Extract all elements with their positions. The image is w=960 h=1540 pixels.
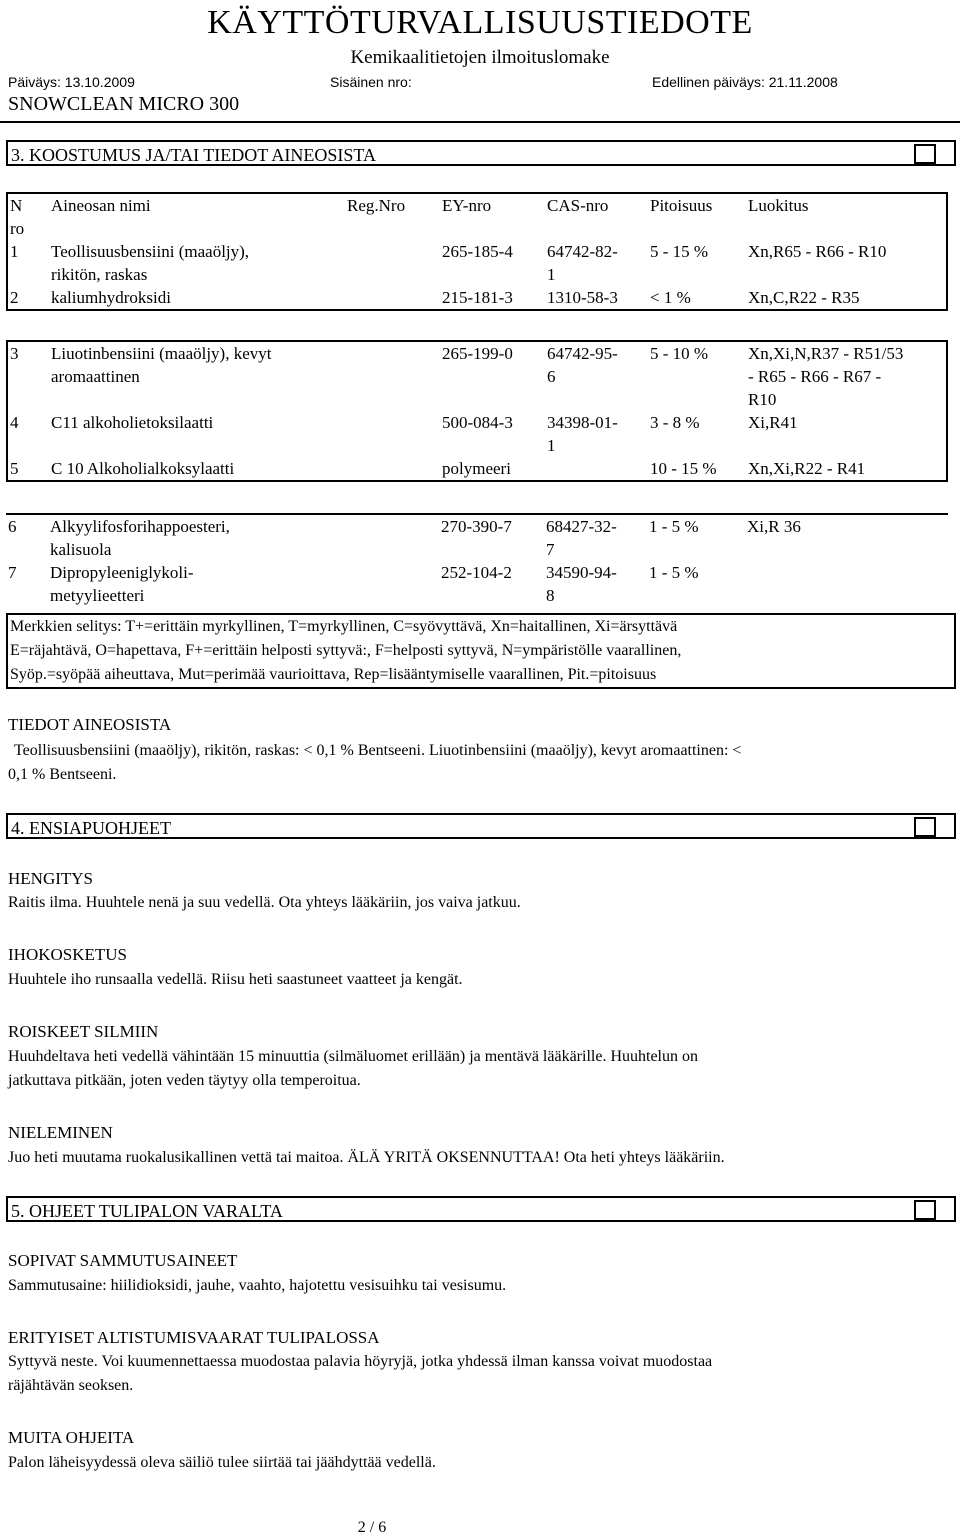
ingredient-name: C11 alkoholietoksilaatti	[51, 413, 214, 432]
ingredient-name-cont: kalisuola	[50, 540, 112, 559]
ey-number: 500-084-3	[442, 413, 513, 432]
cas-number: 34590-94-	[546, 563, 617, 582]
col-ro: ro	[10, 219, 25, 238]
row-number: 4	[10, 413, 19, 432]
ey-number: 265-185-4	[442, 242, 513, 261]
section-5-title: 5. OHJEET TULIPALON VARALTA	[11, 1201, 283, 1221]
ingredient-info-text: Teollisuusbensiini (maaöljy), rikitön, raskas: < 0,1 % Bentseeni. Liuotinbensiini (maaöljy), kevyt aromaattinen: <	[14, 742, 742, 759]
composition-table-2	[6, 340, 948, 482]
document-subtitle: Kemikaalitietojen ilmoituslomake	[350, 47, 610, 68]
table-row	[7, 341, 947, 411]
table-header-row	[7, 193, 947, 240]
previous-date: Edellinen päiväys: 21.11.2008	[652, 74, 838, 90]
concentration: 1 - 5 %	[649, 563, 699, 582]
eye-contact-text: Huuhdeltava heti vedellä vähintään 15 minuuttia (silmäluomet erillään) ja mentävä lääkärille. Huuhtelun on	[8, 1048, 698, 1065]
col-ey: EY-nro	[442, 196, 492, 215]
row-number: 2	[10, 288, 19, 307]
other-instructions-heading: MUITA OHJEITA	[8, 1428, 135, 1447]
ey-number: 252-104-2	[441, 563, 512, 582]
classification-cont: R10	[748, 390, 777, 409]
col-reg: Reg.Nro	[347, 196, 406, 215]
row-number: 7	[8, 563, 17, 582]
internal-number: Sisäinen nro:	[330, 74, 412, 90]
concentration: 3 - 8 %	[650, 413, 700, 432]
ey-number: 265-199-0	[442, 344, 513, 363]
fire-hazards-text: Syttyvä neste. Voi kuumennettaessa muodostaa palavia höyryjä, jotka yhdessä ilman kanssa voivat muodostaa	[8, 1353, 713, 1370]
cas-number: 34398-01-	[547, 413, 618, 432]
legend-line: Merkkien selitys: T+=erittäin myrkyllinen, T=myrkyllinen, C=syövyttävä, Xn=haitallinen, Xi=ärsyttävä	[10, 618, 678, 635]
col-cas: CAS-nro	[547, 196, 609, 215]
document-title: KÄYTTÖTURVALLISUUSTIEDOTE	[207, 4, 753, 41]
ingredient-name: C 10 Alkoholialkoksylaatti	[51, 459, 235, 478]
ingredient-name: Dipropyleeniglykoli-	[50, 563, 194, 582]
table-row	[7, 457, 947, 481]
cas-number: 68427-32-	[546, 517, 617, 536]
col-class: Luokitus	[748, 196, 809, 215]
ingestion-heading: NIELEMINEN	[8, 1123, 113, 1142]
ingredient-name: kaliumhydroksidi	[51, 288, 171, 307]
section-5-checkbox[interactable]	[914, 1200, 936, 1220]
fire-hazards-heading: ERITYISET ALTISTUMISVAARAT TULIPALOSSA	[8, 1328, 380, 1347]
row-number: 3	[10, 344, 19, 363]
section-3-checkbox[interactable]	[914, 144, 936, 164]
skin-contact-text: Huuhtele iho runsaalla vedellä. Riisu heti saastuneet vaatteet ja kengät.	[8, 971, 463, 988]
classification: Xn,Xi,N,R37 - R51/53	[748, 344, 904, 363]
legend-box	[6, 613, 956, 689]
table-row	[7, 240, 947, 286]
other-instructions-text: Palon läheisyydessä oleva säiliö tulee siirtää tai jäähdyttää vedellä.	[8, 1454, 436, 1471]
section-4-header	[6, 813, 956, 839]
ey-number: 270-390-7	[441, 517, 512, 536]
date: Päiväys: 13.10.2009	[8, 74, 135, 90]
classification-cont: - R65 - R66 - R67 -	[748, 367, 882, 386]
extinguishing-media-text: Sammutusaine: hiilidioksidi, jauhe, vaahto, hajotettu vesisuihku tai vesisumu.	[8, 1277, 507, 1294]
ingredient-name: Alkyylifosforihappoesteri,	[50, 517, 230, 536]
classification: Xn,C,R22 - R35	[748, 288, 860, 307]
composition-table-3	[6, 513, 948, 607]
legend-line: Syöp.=syöpää aiheuttava, Mut=perimää vaurioittava, Rep=lisääntymiselle vaarallinen, Pit.=pitoisuus	[10, 666, 657, 683]
concentration: 10 - 15 %	[650, 459, 717, 478]
ingredient-info-text-cont: 0,1 % Bentseeni.	[8, 766, 117, 783]
cas-number: 1310-58-3	[547, 288, 618, 307]
cas-number: 64742-82-	[547, 242, 618, 261]
eye-contact-heading: ROISKEET SILMIIN	[8, 1022, 159, 1041]
table-row	[6, 514, 948, 561]
concentration: 1 - 5 %	[649, 517, 699, 536]
cas-number-cont: 6	[547, 367, 556, 386]
section-3-header	[6, 140, 956, 166]
concentration: 5 - 10 %	[650, 344, 709, 363]
ingredient-name: Teollisuusbensiini (maaöljy),	[51, 242, 250, 261]
cas-number-cont: 7	[546, 540, 555, 559]
ingestion-text: Juo heti muutama ruokalusikallinen vettä tai maitoa. ÄLÄ YRITÄ OKSENNUTTAA! Ota heti yhteys lääkäriin.	[8, 1149, 725, 1166]
table-row	[6, 561, 948, 607]
section-3-title: 3. KOOSTUMUS JA/TAI TIEDOT AINEOSISTA	[11, 145, 376, 165]
fire-hazards-text-cont: räjähtävän seoksen.	[8, 1377, 134, 1394]
inhalation-heading: HENGITYS	[8, 869, 93, 888]
page-number: 2 / 6	[357, 1519, 387, 1536]
concentration: 5 - 15 %	[650, 242, 709, 261]
ey-number: polymeeri	[442, 459, 511, 478]
col-conc: Pitoisuus	[650, 196, 713, 215]
row-number: 6	[8, 517, 17, 536]
inhalation-text: Raitis ilma. Huuhtele nenä ja suu vedellä. Ota yhteys lääkäriin, jos vaiva jatkuu.	[8, 894, 521, 911]
extinguishing-media-heading: SOPIVAT SAMMUTUSAINEET	[8, 1251, 238, 1270]
classification: Xi,R41	[748, 413, 798, 432]
section-5-header	[6, 1196, 956, 1222]
table-row	[7, 411, 947, 457]
ingredient-name-cont: rikitön, raskas	[51, 265, 148, 284]
classification: Xn,R65 - R66 - R10	[748, 242, 887, 261]
classification: Xi,R 36	[747, 517, 801, 536]
ingredient-info-heading: TIEDOT AINEOSISTA	[8, 715, 172, 734]
product-name: SNOWCLEAN MICRO 300	[8, 93, 240, 115]
cas-number-cont: 1	[547, 436, 556, 455]
ingredient-name: Liuotinbensiini (maaöljy), kevyt	[51, 344, 272, 363]
col-name: Aineosan nimi	[51, 196, 151, 215]
eye-contact-text-cont: jatkuttava pitkään, joten veden täytyy olla temperoitua.	[8, 1072, 361, 1089]
cas-number: 64742-95-	[547, 344, 618, 363]
ingredient-name-cont: aromaattinen	[51, 367, 140, 386]
section-4-title: 4. ENSIAPUOHJEET	[11, 818, 171, 838]
classification: Xn,Xi,R22 - R41	[748, 459, 866, 478]
table-row	[7, 286, 947, 310]
header-divider	[0, 121, 960, 123]
row-number: 1	[10, 242, 19, 261]
ey-number: 215-181-3	[442, 288, 513, 307]
ingredient-name-cont: metyylieetteri	[50, 586, 145, 605]
cas-number-cont: 1	[547, 265, 556, 284]
col-n: N	[10, 196, 23, 215]
concentration: < 1 %	[650, 288, 691, 307]
legend-line: E=räjahtävä, O=hapettava, F+=erittäin helposti syttyvä:, F=helposti syttyvä, N=ympäristölle vaarallinen,	[10, 642, 682, 659]
section-4-checkbox[interactable]	[914, 817, 936, 837]
row-number: 5	[10, 459, 19, 478]
cas-number-cont: 8	[546, 586, 555, 605]
skin-contact-heading: IHOKOSKETUS	[8, 945, 127, 964]
composition-table-1	[6, 192, 948, 311]
